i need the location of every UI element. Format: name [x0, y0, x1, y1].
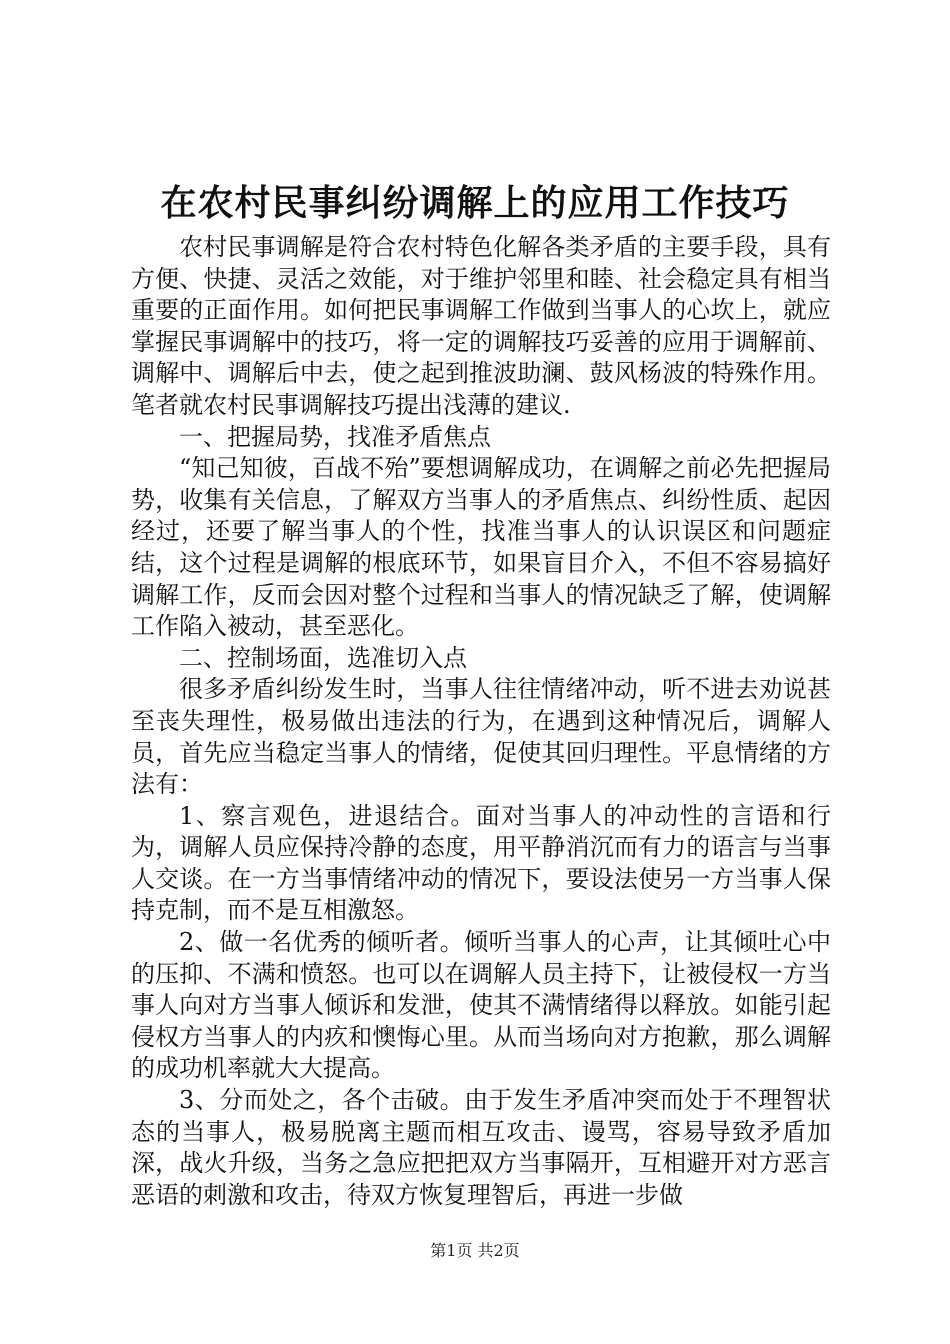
- paragraph-method-1: 1、察言观色，进退结合。面对当事人的冲动性的言语和行为，调解人员应保持冷静的态度，用平静消沉而有力的语言与当事人交谈。在一方当事情绪冲动的情况下，要设法使另一方当事人保持克制，而不是互相激怒。: [131, 801, 831, 925]
- section-heading-2: 二、控制场面，选准切入点: [179, 643, 467, 672]
- paragraph-section-1: “知己知彼，百战不殆”要想调解成功，在调解之前必先把握局势，收集有关信息，了解双方当事人的矛盾焦点、纠纷性质、起因经过，还要了解当事人的个性，找准当事人的认识误区和问题症结，这个过程是调解的根底环节，如果盲目介入，不但不容易搞好调解工作，反而会因对整个过程和当事人的情况缺乏了解，使调解工作陷入被动，甚至恶化。: [131, 454, 831, 641]
- paragraph-section-2: 很多矛盾纠纷发生时，当事人往往情绪冲动，听不进去劝说甚至丧失理性，极易做出违法的行为，在遇到这种情况后，调解人员，首先应当稳定当事人的情绪，促使其回归理性。平息情绪的方法有：: [131, 675, 831, 799]
- section-heading-1: 一、把握局势，找准矛盾焦点: [179, 422, 491, 451]
- paragraph-intro: 农村民事调解是符合农村特色化解各类矛盾的主要手段，具有方便、快捷、灵活之效能，对于维护邻里和睦、社会稳定具有相当重要的正面作用。如何把民事调解工作做到当事人的心坎上，就应掌握民事调解中的技巧，将一定的调解技巧妥善的应用于调解前、调解中、调解后中去，使之起到推波助澜、鼓风杨波的特殊作用。笔者就农村民事调解技巧提出浅薄的建议.: [131, 233, 831, 419]
- document-title: 在农村民事纠纷调解上的应用工作技巧: [160, 182, 790, 224]
- document-body: [131, 232, 831, 1211]
- paragraph-method-3: 3、分而处之，各个击破。由于发生矛盾冲突而处于不理智状态的当事人，极易脱离主题而相互攻击、谩骂，容易导致矛盾加深，战火升级，当务之急应把把双方当事隔开，互相避开对方恶言恶语的刺激和攻击，待双方恢复理智后，再进一步做: [131, 1086, 831, 1209]
- paragraph-method-2: 2、做一名优秀的倾听者。倾听当事人的心声，让其倾吐心中的压抑、不满和愤怒。也可以在调解人员主持下，让被侵权一方当事人向对方当事人倾诉和发泄，使其不满情绪得以释放。如能引起侵权方当事人的内疚和懊悔心里。从而当场向对方抱歉，那么调解的成功机率就大大提高。: [131, 928, 831, 1083]
- page-number-footer: 第1页 共2页: [430, 1241, 520, 1260]
